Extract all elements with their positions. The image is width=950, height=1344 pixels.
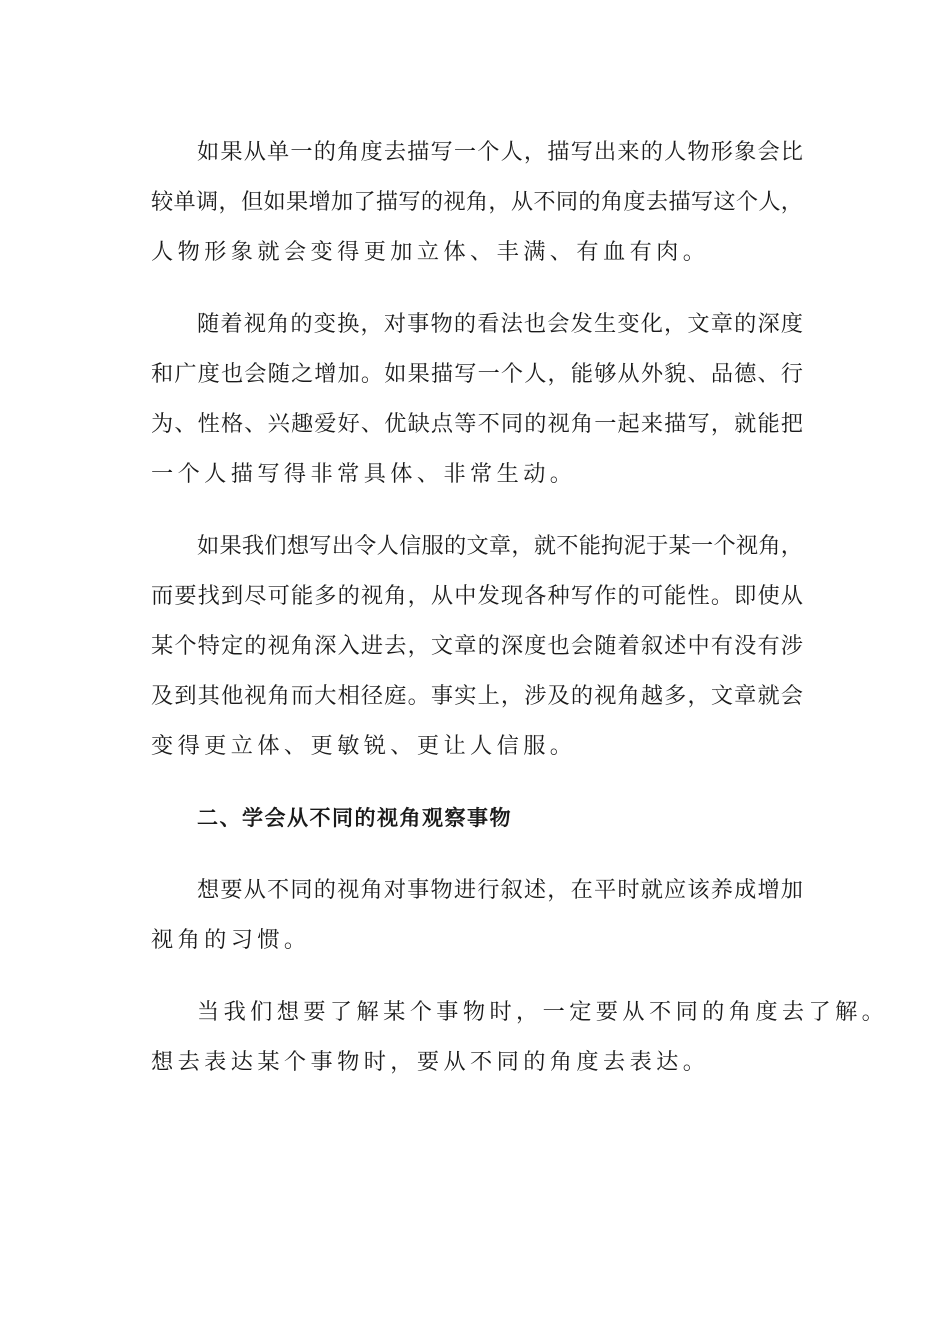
paragraph-line: 一个人描写得非常具体、非常生动。 [151,461,577,487]
paragraph-line: 较单调，但如果增加了描写的视角，从不同的角度去描写这个人， [151,189,803,215]
paragraph-line: 某个特定的视角深入进去，文章的深度也会随着叙述中有没有涉 [151,633,803,659]
paragraph-5 [151,987,889,1087]
section-heading: 二、学会从不同的视角观察事物 [197,806,512,830]
paragraph-line: 当我们想要了解某个事物时，一定要从不同的角度去了解。 [197,999,889,1025]
paragraph-line: 如果从单一的角度去描写一个人，描写出来的人物形象会比 [197,139,803,165]
paragraph-line: 人物形象就会变得更加立体、丰满、有血有肉。 [151,239,710,265]
paragraph-1 [151,127,803,277]
paragraph-line: 为、性格、兴趣爱好、优缺点等不同的视角一起来描写，就能把 [151,411,803,437]
paragraph-line: 而要找到尽可能多的视角，从中发现各种写作的可能性。即使从 [151,583,803,609]
paragraph-3 [151,521,803,771]
paragraph-4 [151,865,803,965]
paragraph-line: 和广度也会随之增加。如果描写一个人，能够从外貌、品德、行 [151,361,803,387]
paragraph-line: 想要从不同的视角对事物进行叙述，在平时就应该养成增加 [197,877,803,903]
paragraph-2 [151,299,803,499]
paragraph-line: 变得更立体、更敏锐、更让人信服。 [151,733,577,759]
paragraph-line: 及到其他视角而大相径庭。事实上，涉及的视角越多，文章就会 [151,683,803,709]
paragraph-line: 想去表达某个事物时，要从不同的角度去表达。 [151,1049,710,1075]
document-page [151,127,889,1109]
paragraph-line: 随着视角的变换，对事物的看法也会发生变化，文章的深度 [197,311,803,337]
paragraph-line: 如果我们想写出令人信服的文章，就不能拘泥于某一个视角， [197,533,803,559]
section-heading-block [151,793,803,843]
paragraph-line: 视角的习惯。 [151,927,311,953]
